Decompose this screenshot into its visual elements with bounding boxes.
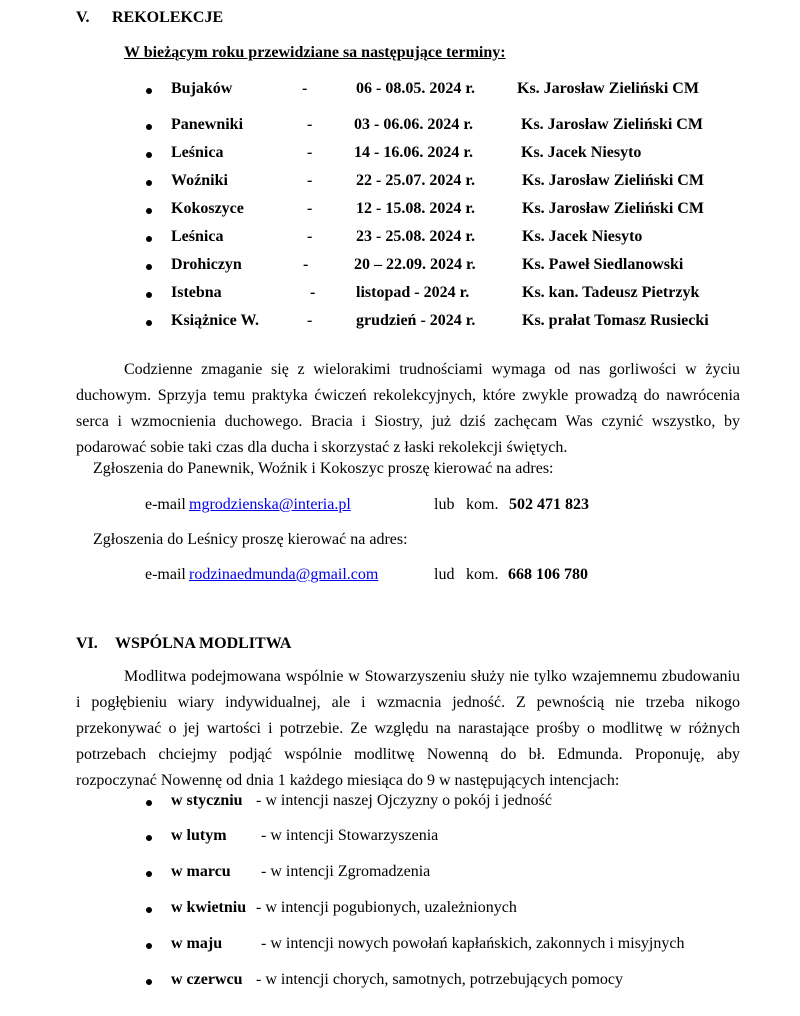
intention-item [0, 791, 800, 815]
intention-month: w maju [171, 935, 223, 952]
schedule-place: Drohiczyn [171, 256, 242, 273]
schedule-place: Woźniki [171, 172, 228, 189]
schedule-dates: 23 - 25.08. 2024 r. [356, 228, 475, 245]
contact-1-email-link[interactable]: mgrodzienska@interia.pl [189, 496, 351, 513]
schedule-place: Istebna [171, 284, 222, 301]
section-6-numeral: VI. [76, 635, 98, 652]
intention-text: - w intencji naszej Ojczyzny o pokój i jedność [256, 792, 552, 809]
contact-1-or: lub [434, 496, 455, 513]
bullet-icon [146, 236, 152, 242]
intention-item [0, 862, 800, 886]
intention-text: - w intencji pogubionych, uzależnionych [256, 899, 517, 916]
section-5-title: REKOLEKCJE [112, 9, 224, 26]
intention-item [0, 970, 800, 994]
bullet-icon [146, 320, 152, 326]
schedule-dates: grudzień - 2024 r. [356, 312, 476, 329]
schedule-dash: - [307, 172, 313, 189]
schedule-priest: Ks. Jacek Niesyto [521, 144, 642, 161]
intention-text: - w intencji Zgromadzenia [261, 863, 431, 880]
bullet-icon [146, 88, 152, 94]
schedule-dash: - [310, 284, 316, 301]
schedule-priest: Ks. Jarosław Zieliński CM [522, 200, 704, 217]
contact-1-email-label: e-mail [145, 496, 186, 513]
intention-month: w lutym [171, 827, 227, 844]
schedule-dates: 06 - 08.05. 2024 r. [356, 80, 475, 97]
intention-item [0, 898, 800, 922]
intention-month: w kwietniu [171, 899, 247, 916]
schedule-dates: 03 - 06.06. 2024 r. [354, 116, 473, 133]
bullet-icon [146, 979, 152, 985]
section-5-paragraph: Codzienne zmaganie się z wielorakimi trudnościami wymaga od nas gorliwości w życiu duchowym. Sprzyja temu praktyka ćwiczeń rekolekcyjnych, które zwykle prowadzą do nawrócenia serca i wzmocnienia duchowego. Bracia i Siostry, już dziś zachęcam Was czynić wszystko, by podarować sobie taki czas dla ducha i skorzystać z łaski rekolekcji świętych. [76, 361, 740, 456]
schedule-dash: - [307, 228, 313, 245]
bullet-icon [146, 835, 152, 841]
intention-month: w styczniu [171, 792, 243, 809]
bullet-icon [146, 292, 152, 298]
section-5-numeral: V. [76, 9, 90, 26]
contact-2-phone: 668 106 780 [508, 566, 588, 583]
schedule-place: Leśnica [171, 144, 224, 161]
section-6-title: WSPÓLNA MODLITWA [115, 635, 292, 652]
schedule-priest: Ks. Jacek Niesyto [522, 228, 643, 245]
bullet-icon [146, 152, 152, 158]
schedule-row [0, 283, 800, 307]
schedule-dates: 20 – 22.09. 2024 r. [354, 256, 476, 273]
schedule-priest: Ks. kan. Tadeusz Pietrzyk [522, 284, 700, 301]
schedule-row [0, 143, 800, 167]
schedule-dash: - [303, 256, 309, 273]
intention-item [0, 826, 800, 850]
schedule-row [0, 199, 800, 223]
schedule-row [0, 311, 800, 335]
schedule-priest: Ks. Jarosław Zieliński CM [517, 80, 699, 97]
bullet-icon [146, 800, 152, 806]
schedule-priest: Ks. Jarosław Zieliński CM [522, 172, 704, 189]
schedule-priest: Ks. Jarosław Zieliński CM [521, 116, 703, 133]
schedule-place: Leśnica [171, 228, 224, 245]
contact-1-kom-label: kom. [466, 496, 499, 513]
intention-month: w czerwcu [171, 971, 243, 988]
intention-month: w marcu [171, 863, 231, 880]
contact-1-phone: 502 471 823 [509, 496, 589, 513]
schedule-dash: - [307, 116, 313, 133]
intention-text: - w intencji nowych powołań kapłańskich, zakonnych i misyjnych [261, 935, 685, 952]
schedule-place: Panewniki [171, 116, 244, 133]
schedule-row [0, 227, 800, 251]
bullet-icon [146, 208, 152, 214]
contact-2-email-label: e-mail [145, 566, 186, 583]
section-6-paragraph: Modlitwa podejmowana wspólnie w Stowarzyszeniu służy nie tylko wzajemnemu zbudowaniu i pogłębieniu wiary indywidualnej, ale i wzmacnia jedność. Z pewnością nie trzeba nikogo przekonywać o jej wartości i potrzebie. Ze względu na narastające prośby o modlitwę w różnych potrzebach chciejmy podjąć wspólnie modlitwę Nowenną do bł. Edmunda. Proponuję, aby rozpoczynać Nowennę od dnia 1 każdego miesiąca do 9 w następujących intencjach: [76, 668, 740, 789]
schedule-row [0, 255, 800, 279]
intention-text: - w intencji chorych, samotnych, potrzebujących pomocy [256, 971, 623, 988]
schedule-dash: - [307, 312, 313, 329]
intention-item [0, 934, 800, 958]
bullet-icon [146, 943, 152, 949]
contact-2-email-link[interactable]: rodzinaedmunda@gmail.com [189, 566, 379, 583]
schedule-dash: - [307, 144, 313, 161]
section-5-subtitle: W bieżącym roku przewidziane sa następujące terminy: [124, 44, 506, 61]
schedule-priest: Ks. Paweł Siedlanowski [522, 256, 684, 273]
bullet-icon [146, 180, 152, 186]
bullet-icon [146, 907, 152, 913]
schedule-row [0, 115, 800, 139]
schedule-dates: listopad - 2024 r. [356, 284, 470, 301]
intention-text: - w intencji Stowarzyszenia [261, 827, 439, 844]
schedule-dash: - [307, 200, 313, 217]
contact-2-kom-label: kom. [466, 566, 499, 583]
contact-2-intro: Zgłoszenia do Leśnicy proszę kierować na adres: [93, 531, 408, 548]
bullet-icon [146, 871, 152, 877]
schedule-dash: - [302, 80, 308, 97]
contact-1-intro: Zgłoszenia do Panewnik, Woźnik i Kokoszyc proszę kierować na adres: [93, 460, 554, 477]
schedule-row [0, 79, 800, 103]
schedule-row [0, 171, 800, 195]
schedule-dates: 12 - 15.08. 2024 r. [356, 200, 475, 217]
bullet-icon [146, 264, 152, 270]
schedule-dates: 14 - 16.06. 2024 r. [354, 144, 473, 161]
schedule-dates: 22 - 25.07. 2024 r. [356, 172, 475, 189]
bullet-icon [146, 124, 152, 130]
schedule-place: Kokoszyce [171, 200, 244, 217]
schedule-place: Bujaków [171, 80, 233, 97]
contact-2-or: lud [434, 566, 455, 583]
schedule-place: Książnice W. [171, 312, 260, 329]
schedule-priest: Ks. prałat Tomasz Rusiecki [522, 312, 709, 329]
